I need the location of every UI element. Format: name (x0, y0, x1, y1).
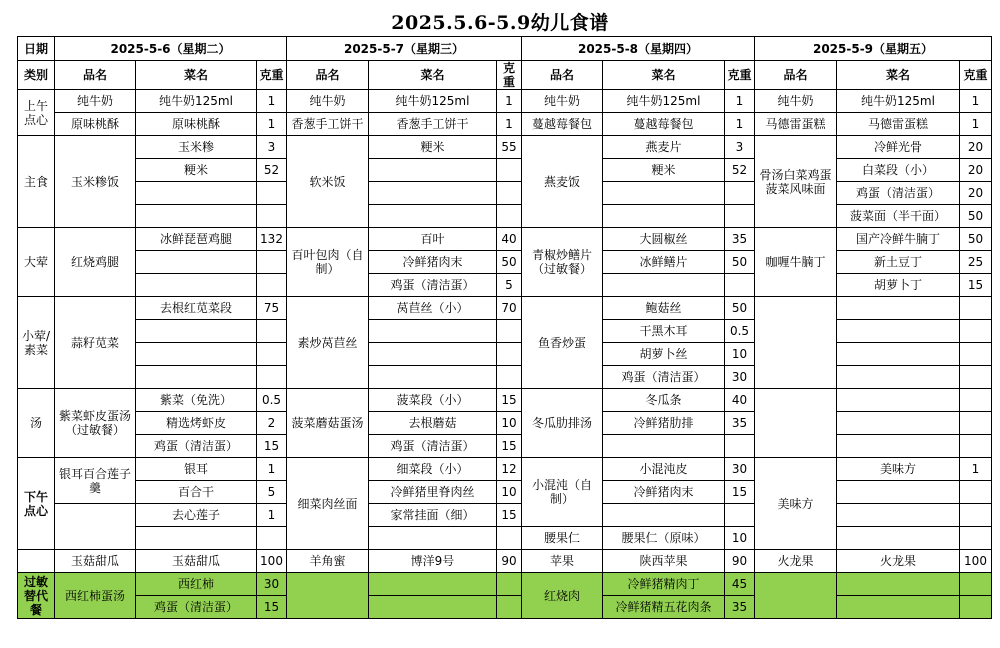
weight-cell: 5 (497, 274, 522, 297)
weight-cell: 3 (257, 136, 287, 159)
empty-cell (603, 205, 725, 228)
dish-cell: 冬瓜条 (603, 389, 725, 412)
empty-cell (960, 412, 992, 435)
dish-cell: 粳米 (369, 136, 497, 159)
empty-cell (960, 343, 992, 366)
empty-cell (497, 159, 522, 182)
dish-cell: 蔓越莓餐包 (603, 113, 725, 136)
weight-cell: 1 (960, 113, 992, 136)
dish-cell: 百叶 (369, 228, 497, 251)
weight-cell: 90 (725, 550, 755, 573)
category-cell: 过敏替代餐 (18, 573, 55, 619)
dish-cell: 鸡蛋（清洁蛋） (136, 596, 257, 619)
empty-cell (497, 320, 522, 343)
item-cell: 苹果 (522, 550, 603, 573)
empty-cell (369, 527, 497, 550)
empty-cell (257, 274, 287, 297)
empty-cell (497, 573, 522, 596)
dish-cell: 菠菜面（半干面） (837, 205, 960, 228)
empty-cell (257, 343, 287, 366)
dish-cell: 精选烤虾皮 (136, 412, 257, 435)
empty-cell (603, 182, 725, 205)
dish-cell: 腰果仁（原味） (603, 527, 725, 550)
weight-cell: 1 (497, 113, 522, 136)
dish-cell: 燕麦片 (603, 136, 725, 159)
empty-cell (837, 297, 960, 320)
empty-cell (136, 182, 257, 205)
empty-cell (369, 205, 497, 228)
category-cell: 主食 (18, 136, 55, 228)
dish-cell: 冷鲜猪精五花肉条 (603, 596, 725, 619)
empty-cell (960, 297, 992, 320)
empty-cell (755, 389, 837, 458)
weight-cell: 15 (497, 435, 522, 458)
dish-cell: 新土豆丁 (837, 251, 960, 274)
dish-cell: 国产冷鲜牛腩丁 (837, 228, 960, 251)
weight-cell: 100 (960, 550, 992, 573)
table-row (18, 251, 992, 274)
dish-cell: 小混沌皮 (603, 458, 725, 481)
item-cell: 素炒莴苣丝 (287, 297, 369, 389)
date-header-row (18, 37, 992, 61)
table-row (18, 412, 992, 435)
weight-cell: 35 (725, 412, 755, 435)
item-cell: 纯牛奶 (55, 90, 136, 113)
item-header: 品名 (287, 61, 369, 90)
dish-header: 菜名 (603, 61, 725, 90)
dish-cell: 胡萝卜丁 (837, 274, 960, 297)
empty-cell (257, 527, 287, 550)
table-row (18, 182, 992, 205)
weight-cell: 0.5 (725, 320, 755, 343)
item-cell: 香葱手工饼干 (287, 113, 369, 136)
empty-cell (755, 573, 837, 619)
empty-cell (257, 251, 287, 274)
empty-cell (497, 527, 522, 550)
weight-cell: 15 (960, 274, 992, 297)
empty-cell (725, 435, 755, 458)
empty-cell (603, 504, 725, 527)
empty-cell (725, 274, 755, 297)
empty-cell (725, 205, 755, 228)
dish-cell: 鸡蛋（清洁蛋） (369, 435, 497, 458)
weight-cell: 50 (960, 205, 992, 228)
dish-cell: 鸡蛋（清洁蛋） (603, 366, 725, 389)
category-cell: 大荤 (18, 228, 55, 297)
item-cell: 红烧鸡腿 (55, 228, 136, 297)
empty-cell (257, 205, 287, 228)
weight-cell: 10 (497, 481, 522, 504)
table-row (18, 343, 992, 366)
dish-cell: 家常挂面（细） (369, 504, 497, 527)
empty-cell (837, 481, 960, 504)
dish-cell: 细菜段（小） (369, 458, 497, 481)
table-row (18, 550, 992, 573)
item-cell: 鱼香炒蛋 (522, 297, 603, 389)
item-cell: 百叶包肉（自制） (287, 228, 369, 297)
category-cell: 下午点心 (18, 458, 55, 550)
weight-cell: 75 (257, 297, 287, 320)
dish-cell: 冰鲜琵琶鸡腿 (136, 228, 257, 251)
empty-cell (136, 251, 257, 274)
empty-cell (960, 527, 992, 550)
item-cell: 青椒炒鳝片（过敏餐） (522, 228, 603, 297)
item-cell: 原味桃酥 (55, 113, 136, 136)
table-row (18, 274, 992, 297)
weight-cell: 15 (725, 481, 755, 504)
item-cell: 燕麦饭 (522, 136, 603, 228)
empty-cell (257, 182, 287, 205)
empty-cell (837, 596, 960, 619)
table-row (18, 205, 992, 228)
weight-cell: 1 (257, 113, 287, 136)
empty-cell (837, 504, 960, 527)
weight-cell: 52 (257, 159, 287, 182)
weight-cell: 30 (725, 366, 755, 389)
item-cell: 咖喱牛腩丁 (755, 228, 837, 297)
dish-cell: 玉米糁 (136, 136, 257, 159)
item-cell: 纯牛奶 (522, 90, 603, 113)
empty-cell (369, 159, 497, 182)
empty-cell (287, 573, 369, 619)
dish-cell: 鸡蛋（清洁蛋） (837, 182, 960, 205)
item-cell: 蒜籽苋菜 (55, 297, 136, 389)
item-cell: 蔓越莓餐包 (522, 113, 603, 136)
empty-cell (136, 320, 257, 343)
item-cell: 马德雷蛋糕 (755, 113, 837, 136)
item-cell: 细菜肉丝面 (287, 458, 369, 550)
dish-cell: 紫菜（免洗） (136, 389, 257, 412)
dish-cell: 纯牛奶125ml (837, 90, 960, 113)
weight-cell: 1 (725, 113, 755, 136)
weight-cell: 1 (960, 90, 992, 113)
empty-cell (55, 504, 136, 550)
empty-cell (960, 389, 992, 412)
weight-cell: 40 (497, 228, 522, 251)
weight-header: 克重 (497, 61, 522, 90)
dish-cell: 去根蘑菇 (369, 412, 497, 435)
empty-cell (497, 182, 522, 205)
dish-cell: 干黑木耳 (603, 320, 725, 343)
dish-cell: 冷鲜猪精肉丁 (603, 573, 725, 596)
dish-cell: 陕西苹果 (603, 550, 725, 573)
weight-cell: 15 (257, 435, 287, 458)
item-cell: 紫菜虾皮蛋汤（过敏餐） (55, 389, 136, 458)
weight-cell: 40 (725, 389, 755, 412)
weight-cell: 30 (725, 458, 755, 481)
table-row (18, 159, 992, 182)
empty-cell (837, 320, 960, 343)
weight-cell: 10 (725, 527, 755, 550)
empty-cell (960, 573, 992, 596)
category-label: 类别 (18, 61, 55, 90)
empty-cell (136, 205, 257, 228)
dish-cell: 冷鲜猪肉末 (369, 251, 497, 274)
dish-cell: 冷鲜光骨 (837, 136, 960, 159)
table-row (18, 228, 992, 251)
weight-cell: 5 (257, 481, 287, 504)
weight-cell: 1 (497, 90, 522, 113)
empty-cell (960, 504, 992, 527)
item-cell: 腰果仁 (522, 527, 603, 550)
empty-cell (960, 481, 992, 504)
weight-cell: 50 (725, 297, 755, 320)
dish-cell: 冷鲜猪肉末 (603, 481, 725, 504)
dish-cell: 粳米 (136, 159, 257, 182)
weight-header: 克重 (960, 61, 992, 90)
item-header: 品名 (755, 61, 837, 90)
weight-cell: 1 (257, 504, 287, 527)
empty-cell (369, 320, 497, 343)
weight-cell: 1 (725, 90, 755, 113)
item-header: 品名 (522, 61, 603, 90)
dish-cell: 冷鲜猪肋排 (603, 412, 725, 435)
item-cell: 纯牛奶 (755, 90, 837, 113)
dish-cell: 胡萝卜丝 (603, 343, 725, 366)
weight-cell: 52 (725, 159, 755, 182)
weight-cell: 10 (725, 343, 755, 366)
dish-cell: 鸡蛋（清洁蛋） (136, 435, 257, 458)
dish-cell: 玉菇甜瓜 (136, 550, 257, 573)
weight-cell: 0.5 (257, 389, 287, 412)
empty-cell (960, 320, 992, 343)
weight-cell: 15 (257, 596, 287, 619)
column-header-row (18, 61, 992, 90)
dish-cell: 原味桃酥 (136, 113, 257, 136)
empty-cell (497, 596, 522, 619)
dish-cell: 鲍菇丝 (603, 297, 725, 320)
item-cell: 菠菜蘑菇蛋汤 (287, 389, 369, 458)
table-row (18, 458, 992, 481)
date-label: 日期 (18, 37, 55, 61)
empty-cell (257, 320, 287, 343)
dish-cell: 鸡蛋（清洁蛋） (369, 274, 497, 297)
weight-cell: 15 (497, 504, 522, 527)
item-cell: 纯牛奶 (287, 90, 369, 113)
empty-cell (960, 366, 992, 389)
weight-cell: 1 (257, 90, 287, 113)
item-cell: 羊角蜜 (287, 550, 369, 573)
weight-cell: 20 (960, 159, 992, 182)
empty-cell (136, 343, 257, 366)
item-cell: 玉米糁饭 (55, 136, 136, 228)
allergy-row (18, 573, 992, 596)
empty-cell (837, 412, 960, 435)
item-cell: 玉菇甜瓜 (55, 550, 136, 573)
empty-cell (960, 435, 992, 458)
weight-cell: 90 (497, 550, 522, 573)
dish-cell: 香葱手工饼干 (369, 113, 497, 136)
empty-cell (369, 343, 497, 366)
dish-cell: 银耳 (136, 458, 257, 481)
table-row (18, 435, 992, 458)
empty-cell (725, 182, 755, 205)
empty-cell (603, 274, 725, 297)
empty-cell (497, 366, 522, 389)
weight-cell: 35 (725, 228, 755, 251)
dish-cell: 粳米 (603, 159, 725, 182)
weight-cell: 45 (725, 573, 755, 596)
empty-cell (725, 504, 755, 527)
dish-header: 菜名 (369, 61, 497, 90)
dish-cell: 莴苣丝（小） (369, 297, 497, 320)
day-header: 2025-5-7（星期三） (287, 37, 522, 61)
empty-cell (136, 274, 257, 297)
dish-cell: 冰鲜鳝片 (603, 251, 725, 274)
empty-cell (369, 573, 497, 596)
empty-cell (837, 527, 960, 550)
weight-cell: 12 (497, 458, 522, 481)
empty-cell (136, 366, 257, 389)
weight-cell: 55 (497, 136, 522, 159)
dish-cell: 菠菜段（小） (369, 389, 497, 412)
weight-cell: 100 (257, 550, 287, 573)
weight-cell: 1 (960, 458, 992, 481)
empty-cell (837, 366, 960, 389)
category-cell: 汤 (18, 389, 55, 458)
weight-cell: 2 (257, 412, 287, 435)
empty-cell (837, 573, 960, 596)
category-cell: 上午点心 (18, 90, 55, 136)
empty-cell (18, 550, 55, 573)
dish-cell: 百合干 (136, 481, 257, 504)
day-header: 2025-5-8（星期四） (522, 37, 755, 61)
table-row (18, 113, 992, 136)
weight-cell: 20 (960, 182, 992, 205)
table-row (18, 320, 992, 343)
dish-cell: 白菜段（小） (837, 159, 960, 182)
dish-header: 菜名 (837, 61, 960, 90)
dish-cell: 大圆椒丝 (603, 228, 725, 251)
dish-cell: 纯牛奶125ml (369, 90, 497, 113)
dish-cell: 去心莲子 (136, 504, 257, 527)
weight-cell: 50 (725, 251, 755, 274)
empty-cell (257, 366, 287, 389)
empty-cell (136, 527, 257, 550)
dish-cell: 火龙果 (837, 550, 960, 573)
empty-cell (369, 182, 497, 205)
empty-cell (755, 297, 837, 389)
dish-cell: 纯牛奶125ml (136, 90, 257, 113)
dish-cell: 美味方 (837, 458, 960, 481)
empty-cell (837, 389, 960, 412)
item-header: 品名 (55, 61, 136, 90)
weight-cell: 50 (497, 251, 522, 274)
day-header: 2025-5-6（星期二） (55, 37, 287, 61)
empty-cell (497, 343, 522, 366)
dish-cell: 去根红苋菜段 (136, 297, 257, 320)
table-row (18, 90, 992, 113)
day-header: 2025-5-9（星期五） (755, 37, 992, 61)
item-cell: 美味方 (755, 458, 837, 550)
empty-cell (960, 596, 992, 619)
empty-cell (603, 435, 725, 458)
dish-cell: 纯牛奶125ml (603, 90, 725, 113)
weight-cell: 10 (497, 412, 522, 435)
item-cell: 冬瓜肋排汤 (522, 389, 603, 458)
menu-table (17, 36, 992, 619)
dish-cell: 马德雷蛋糕 (837, 113, 960, 136)
item-cell: 火龙果 (755, 550, 837, 573)
dish-header: 菜名 (136, 61, 257, 90)
table-row (18, 297, 992, 320)
weight-cell: 30 (257, 573, 287, 596)
table-row (18, 389, 992, 412)
empty-cell (369, 596, 497, 619)
table-row (18, 481, 992, 504)
table-row (18, 504, 992, 527)
table-row (18, 527, 992, 550)
weight-cell: 1 (257, 458, 287, 481)
weight-cell: 70 (497, 297, 522, 320)
weight-header: 克重 (725, 61, 755, 90)
weight-cell: 15 (497, 389, 522, 412)
weight-cell: 132 (257, 228, 287, 251)
category-cell: 小荤/素菜 (18, 297, 55, 389)
item-cell: 小混沌（自制） (522, 458, 603, 527)
weight-header: 克重 (257, 61, 287, 90)
weight-cell: 20 (960, 136, 992, 159)
empty-cell (497, 205, 522, 228)
item-cell: 软米饭 (287, 136, 369, 228)
empty-cell (369, 366, 497, 389)
weight-cell: 25 (960, 251, 992, 274)
dish-cell: 博洋9号 (369, 550, 497, 573)
table-row (18, 136, 992, 159)
table-row (18, 366, 992, 389)
item-cell: 红烧肉 (522, 573, 603, 619)
page-title: 2025.5.6-5.9幼儿食谱 (391, 12, 609, 34)
allergy-row (18, 596, 992, 619)
dish-cell: 西红柿 (136, 573, 257, 596)
weight-cell: 50 (960, 228, 992, 251)
weight-cell: 35 (725, 596, 755, 619)
item-cell: 银耳百合莲子羹 (55, 458, 136, 504)
dish-cell: 冷鲜猪里脊肉丝 (369, 481, 497, 504)
weight-cell: 3 (725, 136, 755, 159)
empty-cell (837, 343, 960, 366)
item-cell: 西红柿蛋汤 (55, 573, 136, 619)
empty-cell (837, 435, 960, 458)
item-cell: 骨汤白菜鸡蛋菠菜风味面 (755, 136, 837, 228)
